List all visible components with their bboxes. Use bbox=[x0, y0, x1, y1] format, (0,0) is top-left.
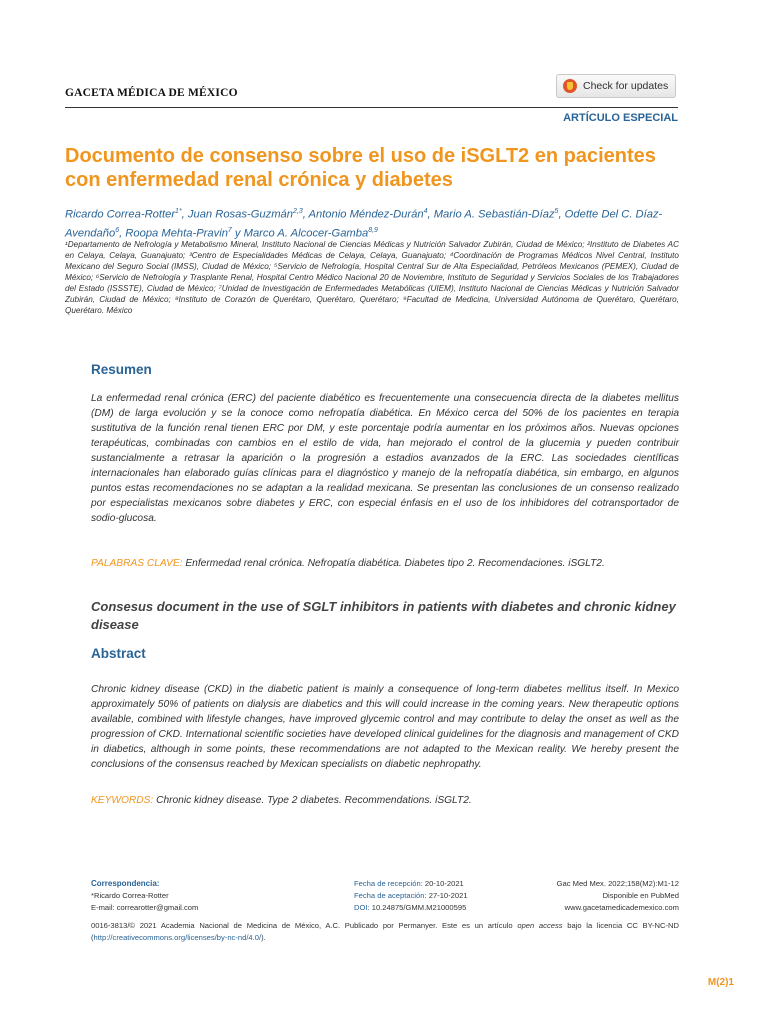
resumen-heading: Resumen bbox=[91, 362, 152, 377]
affiliations: ¹Departamento de Nefrología y Metabolismo Mineral, Instituto Nacional de Ciencias Médicas y Nutrición Salvador Zubirán, Ciudad de México; ²Instituto de Diabetes AC en Celaya, Celaya, Guanajuato; ³Centro de Especialidades Médicas de Celaya, Celaya, Guanajuato; ⁴Coordinación de Programas Médicos Nivel Central, Instituto Mexicano del Seguro Social (IMSS), Ciudad de México; ⁵Servicio de Nefrología, Hospital Central Sur de Alta Especialidad, Petróleos Mexicanos (PEMEX), Ciudad de México; ⁶Servicio de Nefrología y Trasplante Renal, Hospital Centro Médico Nacional 20 de Noviembre, Instituto de Seguridad y Servicios Sociales de los Trabajadores del Estado (ISSSTE), Ciudad de México; ⁷Unidad de Investigación de Enfermedades Metabólicas (UIEM), Instituto Nacional de Ciencias Médicas y Nutrición Salvador Zubirán, Ciudad de México; ⁸Instituto de Corazón de Querétaro, Querétaro, Querétaro; ⁹Facultad de Medicina, Universidad Autónoma de Querétaro, Querétaro, Querétaro. México bbox=[65, 240, 679, 315]
abstract-text: Chronic kidney disease (CKD) in the diabetic patient is mainly a consequence of long-term diabetes mellitus itself. In Mexico approximately 50% of patients on dialysis are diabetics and this will could increase in the coming years. New therapeutic options available, combined with lifestyle changes, have improved glycemic control and may contribute to delay the onset as well as the progression of CKD. International scientific societies have developed clinical guidelines for the diagnosis and management of CKD in diabetics, although in some points, these recommendations are not adapted to the Mexican reality. We hereby present the conclusions of the consensus reached by Mexican specialists on diabetic nephropathy. bbox=[91, 684, 679, 770]
palabras-clave-label: PALABRAS CLAVE: bbox=[91, 558, 183, 569]
correspondence-email[interactable]: E-mail: correarotter@gmail.com bbox=[91, 903, 199, 912]
english-title: Consesus document in the use of SGLT inhibitors in patients with diabetes and chronic kidney disease bbox=[91, 599, 676, 632]
author[interactable]: Ricardo Correa-Rotter bbox=[65, 208, 176, 221]
accepted-label: Fecha de aceptación: bbox=[354, 891, 427, 900]
license-part: 0016-3813/© 2021 Academia Nacional de Medicina de México, A.C. Publicado por Permanyer. Este es un artículo bbox=[91, 921, 518, 930]
author-sup: 6 bbox=[115, 226, 120, 234]
pubmed-note: Disponible en PubMed bbox=[602, 891, 679, 900]
open-access-label: open access bbox=[517, 921, 563, 930]
license-link[interactable]: http://creativecommons.org/licenses/by-nc-nd/4.0/ bbox=[93, 933, 262, 942]
license-part: bajo la licencia CC BY-NC-ND ( bbox=[91, 921, 679, 942]
palabras-clave bbox=[91, 558, 679, 569]
author[interactable]: , Roopa Mehta-Pravin bbox=[119, 227, 228, 240]
check-for-updates-button[interactable] bbox=[556, 74, 676, 98]
keywords bbox=[91, 795, 679, 806]
license-part: ). bbox=[261, 933, 266, 942]
check-for-updates-label: Check for updates bbox=[583, 80, 669, 92]
page-number: M(2)1 bbox=[707, 977, 734, 988]
resumen-text: La enfermedad renal crónica (ERC) del paciente diabético es frecuentemente una consecuencia directa de la diabetes mellitus (DM) de larga evolución y se la conoce como nefropatía diabética. En México cerca del 50% de los pacientes en terapia sustitutiva de la función renal tienen ERC por DM, y este porcentaje podría aumentar en los próximos años. Nuevas opciones terapéuticas, combinadas con cambios en el estilo de vida, han mejorado el control de la glucemia y pueden contribuir sustancialmente a retrasar la aparición o la progresión a estadios avanzados de la ERC. Las sociedades científicas internacionales han elaborado guías clínicas para el diagnóstico y manejo de la nefropatía diabética, sin embargo, en algunos puntos estas recomendaciones no se adaptan a la realidad mexicana. Se presentan las conclusiones de un consenso realizado por especialistas mexicanos sobre diabetes y ERC, con especial énfasis en el uso de los inhibidores del cotransportador de sodio-glucosa. bbox=[91, 393, 679, 524]
journal-website[interactable]: www.gacetamedicademexico.com bbox=[564, 903, 679, 912]
author-sup: 1* bbox=[175, 208, 182, 215]
palabras-clave-text: Enfermedad renal crónica. Nefropatía diabética. Diabetes tipo 2. Recomendaciones. iSGLT2. bbox=[182, 558, 605, 569]
doi-label: DOI: bbox=[354, 903, 370, 912]
article-type: ARTÍCULO ESPECIAL bbox=[563, 112, 678, 124]
journal-name: GACETA MÉDICA DE MÉXICO bbox=[65, 87, 238, 99]
accepted-date: 27-10-2021 bbox=[426, 891, 468, 900]
author[interactable]: y Marco A. Alcocer-Gamba bbox=[231, 227, 369, 240]
keywords-label: KEYWORDS: bbox=[91, 795, 154, 806]
author-list bbox=[65, 204, 685, 241]
abstract-heading: Abstract bbox=[91, 646, 146, 661]
keywords-text: Chronic kidney disease. Type 2 diabetes. Recommendations. iSGLT2. bbox=[153, 795, 472, 806]
author[interactable]: , Odette Del C. Díaz-Avendaño bbox=[65, 208, 663, 240]
dates-block bbox=[354, 878, 468, 914]
author-sup: 4 bbox=[423, 208, 428, 215]
author-sup: 2,3 bbox=[292, 208, 303, 215]
license-text bbox=[91, 920, 679, 944]
article-title: Documento de consenso sobre el uso de iSGLT2 en pacientes con enfermedad renal crónica y diabetes bbox=[65, 145, 656, 191]
author[interactable]: , Antonio Méndez-Durán bbox=[302, 208, 424, 221]
author-sup: 7 bbox=[227, 226, 232, 234]
doi-value[interactable]: 10.24875/GMM.M21000595 bbox=[369, 903, 467, 912]
author[interactable]: , Juan Rosas-Guzmán bbox=[181, 208, 293, 221]
header-divider bbox=[65, 107, 678, 108]
received-label: Fecha de recepción: bbox=[354, 879, 423, 888]
author[interactable]: , Mario A. Sebastián-Díaz bbox=[427, 208, 555, 221]
crossmark-icon bbox=[563, 79, 577, 93]
citation: Gac Med Mex. 2022;158(M2):M1-12 bbox=[556, 879, 679, 888]
correspondence-name: *Ricardo Correa-Rotter bbox=[91, 891, 169, 900]
author-sup: 8,9 bbox=[368, 226, 378, 234]
correspondence-heading: Correspondencia: bbox=[91, 879, 160, 888]
received-date: 20-10-2021 bbox=[422, 879, 464, 888]
correspondence-block bbox=[91, 878, 198, 914]
citation-block bbox=[557, 878, 679, 914]
author-sup: 5 bbox=[554, 208, 559, 215]
